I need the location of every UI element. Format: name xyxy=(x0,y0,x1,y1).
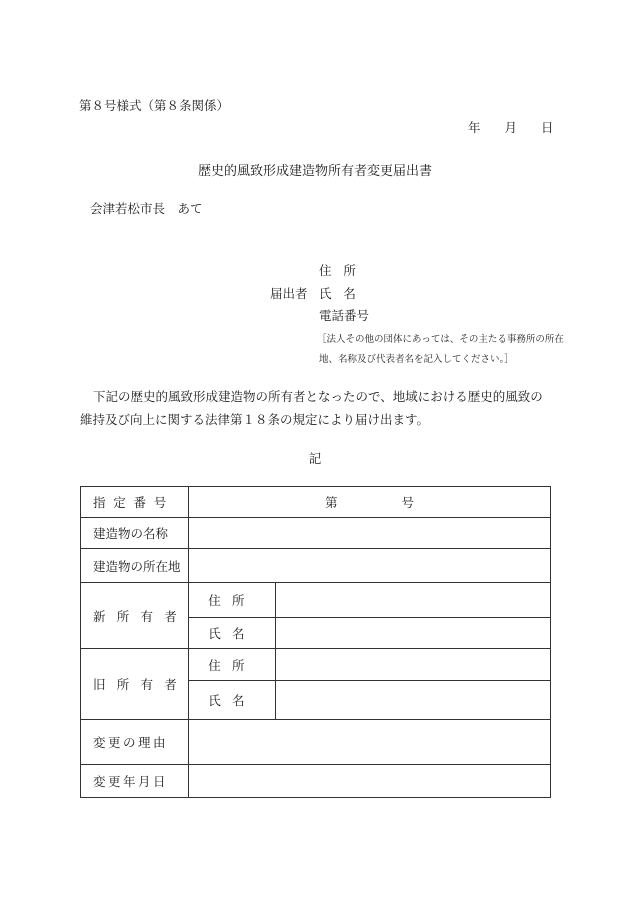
building-location-label: 建造物の所在地 xyxy=(93,558,181,574)
date-line xyxy=(468,118,554,136)
building-name-label-cell xyxy=(81,518,189,549)
form-number: 第８号様式（第８条関係） xyxy=(79,98,230,113)
addressee: 会津若松市長 あて xyxy=(90,201,203,216)
new-owner-name-field[interactable] xyxy=(276,618,551,649)
table-row xyxy=(81,487,551,518)
new-owner-name-label: 氏名 xyxy=(208,626,256,641)
body-text xyxy=(80,385,555,431)
old-owner-label: 旧所有者 xyxy=(93,677,189,692)
designation-number-label-cell xyxy=(81,487,189,518)
table-row xyxy=(81,518,551,549)
old-owner-name-label-cell xyxy=(189,681,276,720)
change-reason-label-cell xyxy=(81,720,189,765)
notification-table xyxy=(80,486,551,798)
old-owner-address-label-cell xyxy=(189,649,276,681)
table-row xyxy=(81,765,551,798)
table-row xyxy=(81,720,551,765)
notifier-name-label: 氏名 xyxy=(319,286,368,301)
document-title: 歴史的風致形成建造物所有者変更届出書 xyxy=(197,164,432,179)
old-owner-label-cell xyxy=(81,649,189,720)
building-name-field[interactable] xyxy=(189,518,551,549)
table-row xyxy=(81,649,551,681)
new-owner-label-cell xyxy=(81,583,189,649)
ki-heading: 記 xyxy=(308,451,322,466)
change-date-label-cell xyxy=(81,765,189,798)
notifier-note-line2: 地、名称及び代表者名を記入してください。］ xyxy=(319,354,514,365)
old-owner-address-field[interactable] xyxy=(276,649,551,681)
new-owner-address-label: 住所 xyxy=(208,593,256,608)
change-reason-label: 変更の理由 xyxy=(93,735,169,750)
notifier-note-line1: ［法人その他の団体にあっては、その主たる事務所の所在 xyxy=(317,334,564,345)
notifier-role-label: 届出者 xyxy=(270,286,308,301)
building-location-label-cell xyxy=(81,549,189,583)
old-owner-name-label: 氏名 xyxy=(208,693,256,708)
table-row xyxy=(81,549,551,583)
new-owner-address-field[interactable] xyxy=(276,583,551,618)
new-owner-label: 新所有者 xyxy=(93,608,189,624)
building-location-field[interactable] xyxy=(189,549,551,583)
designation-number-label: 指定番号 xyxy=(93,495,175,510)
old-owner-address-label: 住所 xyxy=(208,657,256,673)
date-month-label: 月 xyxy=(504,120,518,135)
change-date-label: 変更年月日 xyxy=(93,774,169,789)
new-owner-name-label-cell xyxy=(189,618,276,649)
designation-dai: 第 xyxy=(325,495,338,510)
new-owner-address-label-cell xyxy=(189,583,276,618)
building-name-label: 建造物の名称 xyxy=(93,526,169,541)
notifier-address-label: 住所 xyxy=(319,263,368,278)
change-date-field[interactable] xyxy=(189,765,551,798)
designation-go: 号 xyxy=(401,495,414,510)
body-text-content: 下記の歴史的風致形成建造物の所有者となったので、地域における歴史的風致の維持及び向上に関する法律第１８条の規定により届け出ます。 xyxy=(80,389,543,427)
date-year-label: 年 xyxy=(468,120,481,135)
date-day-label: 日 xyxy=(541,120,554,135)
old-owner-name-field[interactable] xyxy=(276,681,551,720)
table-row xyxy=(81,583,551,618)
change-reason-field[interactable] xyxy=(189,720,551,765)
notifier-phone-label: 電話番号 xyxy=(319,308,370,323)
designation-number-field[interactable] xyxy=(189,487,551,518)
